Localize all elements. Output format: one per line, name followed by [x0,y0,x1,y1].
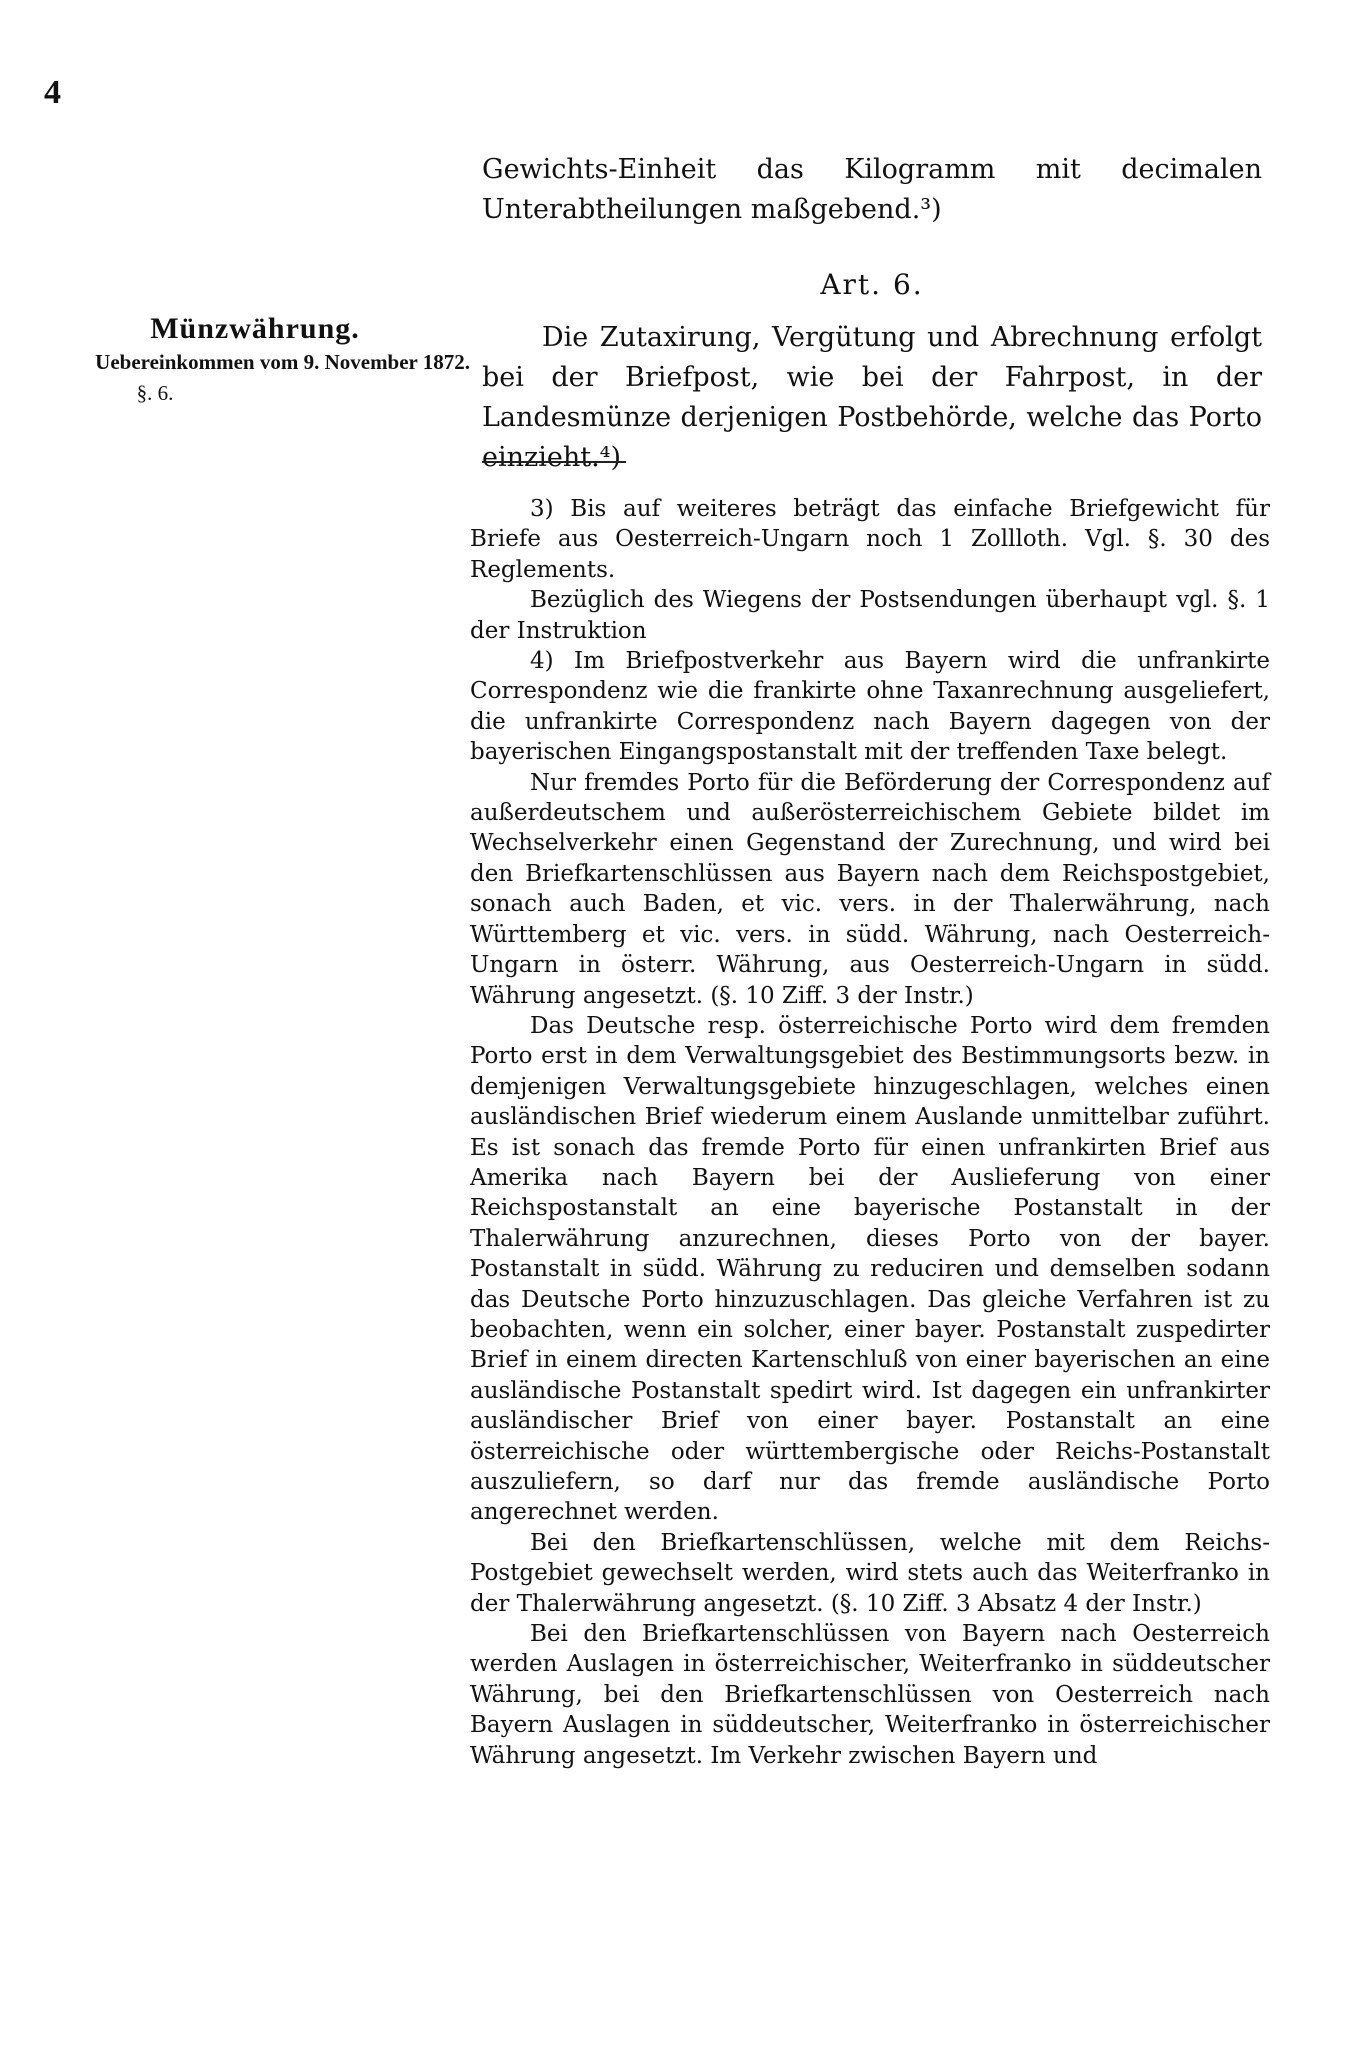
footnote-4-paragraph: Bei den Briefkartenschlüssen von Bayern nach Oesterreich werden Auslagen in österreichischer, Weiterfranko in süddeutscher Währung, bei den Briefkartenschlüssen von Oesterreich nach Bayern Auslagen in süddeutscher, Weiterfranko in österreichischer Währung angesetzt. Im Verkehr zwischen Bayern und [470,1621,1270,1769]
margin-note [40,312,470,406]
margin-heading: Münzwährung. [150,312,360,345]
footnotes [470,494,1270,1771]
footnote-3: 3) Bis auf weiteres beträgt das einfache Briefgewicht für Briefe aus Oesterreich-Ungarn noch 1 Zollloth. Vgl. §. 30 des Reglements. [470,496,1270,583]
margin-paragraph-ref: §. 6. [136,381,174,405]
page-number: 4 [44,74,61,111]
footnote-4-paragraph: Nur fremdes Porto für die Beförderung der Correspondenz auf außerdeutschem und außerösterreichischem Gebiete bildet im Wechselverkehr einen Gegenstand der Zurechnung, und wird bei den Briefkartenschlüssen aus Bayern nach dem Reichspostgebiet, sonach auch Baden, et vic. vers. in der Thalerwährung, nach Württemberg et vic. vers. in südd. Währung, nach Oesterreich-Ungarn in österr. Währung, aus Oesterreich-Ungarn in südd. Währung angesetzt. (§. 10 Ziff. 3 der Instr.) [470,769,1270,1009]
article-paragraph: Die Zutaxirung, Vergütung und Abrechnung erfolgt bei der Briefpost, wie bei der Fahrpost, in der Landesmünze derjenigen Postbehörde, welche das Porto einzieht.⁴) [482,322,1262,473]
footnote-divider [482,461,626,463]
footnote-4-paragraph: Das Deutsche resp. österreichische Porto wird dem fremden Porto erst in dem Verwaltungsgebiet des Bestimmungsorts bezw. in demjenigen Verwaltungsgebiete hinzugeschlagen, welches einen ausländischen Brief wiederum einem Auslande unmittelbar zuführt. Es ist sonach das fremde Porto für einen unfrankirten Brief aus Amerika nach Bayern bei der Auslieferung von einer Reichspostanstalt an eine bayerische Postanstalt in der Thalerwährung anzurechnen, dieses Porto von der bayer. Postanstalt in südd. Währung zu reduciren und demselben sodann das Deutsche Porto hinzuzuschlagen. Das gleiche Verfahren ist zu beobachten, wenn ein solcher, einer bayer. Postanstalt zuspedirter Brief in einem directen Kartenschluß von einer bayerischen an eine ausländische Postanstalt spedirt wird. Ist dagegen ein unfrankirter ausländischer Brief von einer bayer. Postanstalt an eine österreichische oder württembergische oder Reichs-Postanstalt auszuliefern, so darf nur das fremde ausländische Porto angerechnet werden. [470,1012,1270,1526]
article-title: Art. 6. [820,268,924,301]
intro-text-block [482,150,1262,230]
footnote-4: 4) Im Briefpostverkehr aus Bayern wird die unfrankirte Correspondenz wie die frankirte ohne Taxanrechnung ausgeliefert, die unfrankirte Correspondenz nach Bayern dagegen von der bayerischen Eingangspostanstalt mit der treffenden Taxe belegt. [470,648,1270,766]
intro-paragraph: Gewichts-Einheit das Kilogramm mit decimalen Unterabtheilungen maßgebend.³) [482,154,1262,225]
footnote-3-continued: Bezüglich des Wiegens der Postsendungen überhaupt vgl. §. 1 der Instruktion [470,587,1270,644]
margin-agreement: Uebereinkommen vom 9. November 1872. [95,350,470,374]
article-text-block [482,318,1262,478]
footnote-4-paragraph: Bei den Briefkartenschlüssen, welche mit dem Reichs-Postgebiet gewechselt werden, wird stets auch das Weiterfranko in der Thalerwährung angesetzt. (§. 10 Ziff. 3 Absatz 4 der Instr.) [470,1529,1270,1617]
